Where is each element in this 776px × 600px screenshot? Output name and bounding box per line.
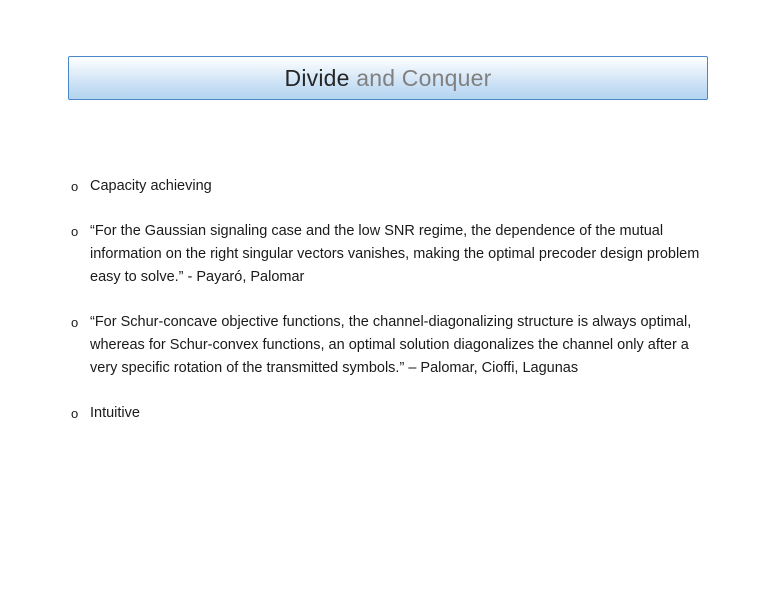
list-item-text: “For the Gaussian signaling case and the low SNR regime, the dependence of the mutual information on the right singular vectors vanishes, making the optimal precoder design problem easy to solve.” - Payaró, Palomar xyxy=(90,223,700,285)
bullet-marker-icon: o xyxy=(71,315,79,330)
list-item xyxy=(68,220,708,289)
list-item xyxy=(68,402,708,425)
slide-title-banner xyxy=(68,56,708,100)
list-item-text: Intuitive xyxy=(90,405,140,421)
bullet-marker-icon: o xyxy=(71,179,79,194)
page-title-emphasis: Divide xyxy=(284,64,350,91)
list-item-text: Capacity achieving xyxy=(90,178,212,194)
page-title-rest: and Conquer xyxy=(349,64,492,91)
bullet-marker-icon: o xyxy=(71,224,79,239)
page-title xyxy=(285,65,492,92)
bullet-marker-icon: o xyxy=(71,406,79,421)
list-item xyxy=(68,175,708,198)
bullet-list xyxy=(68,175,708,447)
list-item-text: “For Schur-concave objective functions, the channel-diagonalizing structure is always optimal, whereas for Schur-convex functions, an optimal solution diagonalizes the channel only after a very specific rotation of the transmitted symbols.” – Palomar, Cioffi, Lagunas xyxy=(90,314,692,376)
list-item xyxy=(68,311,708,380)
